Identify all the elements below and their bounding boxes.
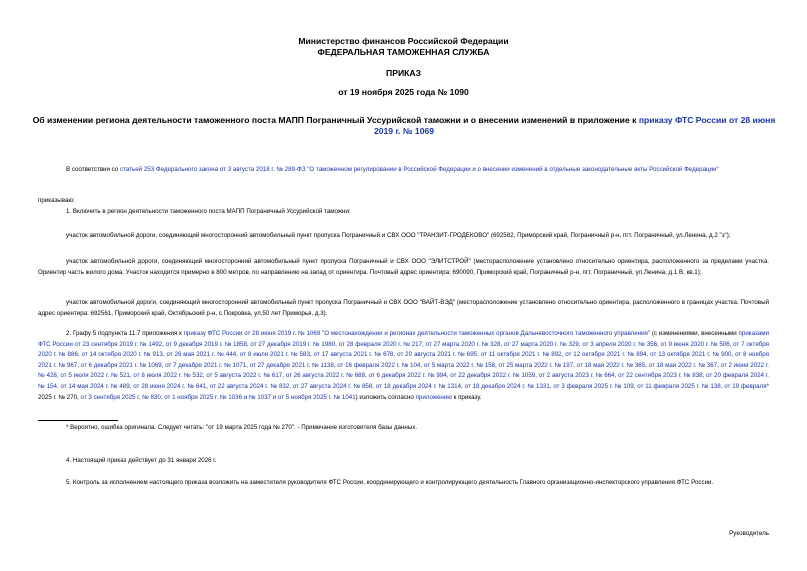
service-name: ФЕДЕРАЛЬНАЯ ТАМОЖЕННАЯ СЛУЖБА (317, 47, 490, 57)
federal-law-link[interactable]: статьей 253 Федерального закона от 3 августа 2018 г. № 289-ФЗ "О таможенном регулировании в Российской Федерации и о внесении изменений в отдельные законодательные акты Российской Федерации" (119, 166, 719, 173)
preamble-prefix: В соответствии со (66, 166, 120, 173)
title-text: Об изменении региона деятельности таможенного поста МАПП Пограничный Уссурийской таможни и о внесении изменений в приложение к (32, 115, 639, 125)
item2-mid: (с изменениями, внесенными (650, 330, 739, 337)
footnote: * Вероятно, ошибка оригинала. Следует читать: "от 19 марта 2025 года № 270". - Примечание изготовителя базы данных. (66, 424, 418, 431)
item2-end: к приказу. (451, 393, 482, 401)
item1-part-3: участок автомобильной дороги, соединяющий многосторонний автомобильный пункт пропуска Пограничный и СВХ ООО "ВАЙТ-ВЭД" (месторасположение установлено относительно ориентира, расположенного в границах участка. Почтовый адрес ориентира: 692561, Приморский край, Октябрьский р-н, с.Покровка, ул.50 лет Приморья, д.3). (38, 299, 769, 317)
preamble (38, 165, 769, 176)
appendix-link[interactable]: приложению (415, 393, 452, 401)
item4: 4. Настоящий приказ действует до 31 января 2026 г. (66, 457, 217, 464)
item2-prefix: 2. Графу 5 подпункта 11.7 приложения к (66, 330, 184, 337)
doc-title (26, 115, 782, 137)
title-order-link[interactable]: приказу ФТС России от 28 июня 2019 г. № 1069 (373, 115, 776, 136)
item5: 5. Контроль за исполнением настоящего приказа возложить на заместителя руководителя ФТС России, координирующего и контролирующего деятельность Главного организационно-инспекторского управления ФТС России. (66, 479, 714, 486)
doc-type: ПРИКАЗ (386, 68, 421, 78)
item2-suffix: ) изложить согласно (355, 393, 416, 401)
footnote-divider (38, 420, 118, 421)
item2 (38, 329, 769, 403)
item1-intro: 1. Включить в регион деятельности таможенного поста МАПП Пограничный Уссурийской таможни: (66, 208, 351, 215)
command-word: приказываю: (38, 197, 75, 204)
amendment-orders-link[interactable]: приказами ФТС России от 23 сентября 2019 г. № 1492, от 9 декабря 2019 г. № 1858, от 27 декабря 2019 г. № 1980, от 28 февраля 2020 г. № 217, от 27 марта 2020 г. № 328, от 27 марта 2020 г. № 329, от 3 апреля 2020 г. № 356, от 9 июня 2020 г. № 506, от 7 октября 2020 г. № 886, от 14 октября 2020 г. № 913, от 26 мая 2021 г. № 444, от 8 июля 2021 г. № 583, от 17 августа 2021 г. № 678, от 20 августа 2021 г. № 695, от 11 октября 2021 г. № 892, от 12 октября 2021 г. № 894, от 13 октября 2021 г. № 900, от 8 ноября 2021 г. № 967, от 6 декабря 2021 г. № 1069, от 7 декабря 2021 г. № 1071, от 27 декабря 2021 г. № 1138, от 16 февраля 2022 г. № 104, от 5 марта 2022 г. № 158, от 25 марта 2022 г. № 197, от 18 мая 2022 г. № 365, от 18 мая 2022 г. № 367, от 2 июня 2022 г. № 428, от 5 июля 2022 г. № 521, от 8 июля 2022 г. № 532, от 5 августа 2022 г. № 617, от 26 августа 2022 г. № 688, от 6 декабря 2022 г. № 994, от 22 декабря 2022 г. № 1059, от 2 августа 2023 г. № 664, от 22 сентября 2023 г. № 838, от 20 февраля 2024 г. № 154, от 14 мая 2024 г. № 489, от 28 июня 2024 г. № 641, от 22 августа 2024 г. № 832, от 27 августа 2024 г. № 858, от 18 декабря 2024 г. № 1314, от 18 декабря 2024 г. № 1331, от 3 февраля 2025 г. № 109, от 11 февраля 2025 г. № 138, от 19 февраля* (38, 330, 769, 390)
signature-title: Руководитель (729, 530, 769, 537)
amendment-orders-link-2[interactable]: от 3 сентября 2025 г. № 830, от 1 ноября 2025 г. № 1036 и № 1037 и от 5 ноября 2025 г. № 1041 (80, 393, 356, 401)
doc-date-number: от 19 ноября 2025 года № 1090 (338, 87, 469, 97)
item2-amend-tail: 2025 г. № 270, (38, 393, 81, 401)
item1-part-1: участок автомобильной дороги, соединяющий многосторонний автомобильный пункт пропуска Пограничный и СВХ ООО "ТРАНЗИТ-ГРОДЕКОВО" (692582, Приморский край, Пограничный р-н, пгт. Пограничный, ул.Ленина, д.2 "з"); (66, 232, 731, 239)
order-1069-link[interactable]: приказу ФТС России от 28 июня 2019 г. № 1069 "О местонахождении и регионах деятельности таможенных органов Дальневосточного таможенного управления" (183, 330, 651, 337)
item1-part-2: участок автомобильной дороги, соединяющий многосторонний автомобильный пункт пропуска Пограничный и СВХ ООО "ЭЛИТСТРОЙ" (месторасположение установлено относительно ориентира, расположенного за пределами участка. Ориентир часть жилого дома. Участок находится примерно в 800 метров, по направлению на запад от ориентира. Почтовый адрес ориентира: 690090, Приморский край, Пограничный р-н, пгт. Пограничный, ул.Ленина, д.1 В, кв.1); (38, 258, 769, 276)
ministry-name: Министерство финансов Российской Федерации (298, 36, 509, 46)
